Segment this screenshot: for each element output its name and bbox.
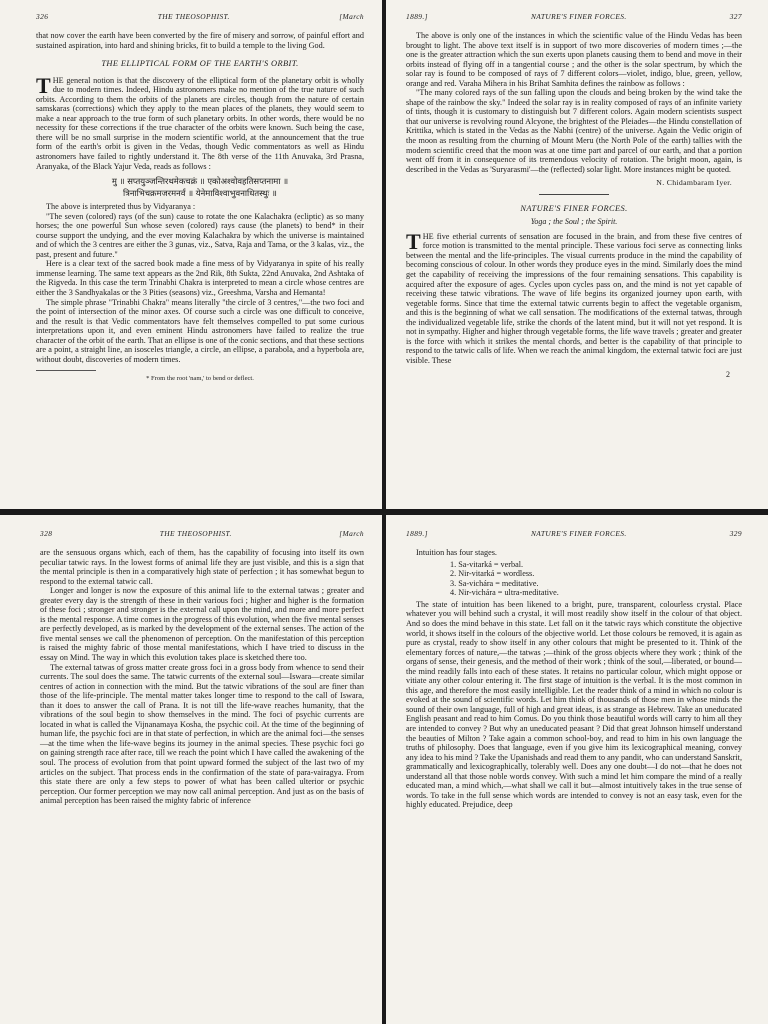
sanskrit-verse <box>36 175 364 199</box>
journal-title: NATURE'S FINER FORCES. <box>530 12 627 21</box>
paragraph: "The many colored rays of the sun falling upon the clouds and being broken by the wind take the shape of the rainbow the sky." Indeed the solar ray is in reality composed of rays of an infinite variety of tints, though it is customary to distinguish but 7 different colors. Again modern scientists suspect that our universe is revolving round Alcyone, the brightest of the Pleiades—the Hindu constellation of Krittika, which is stated in the Vedas as the Nabhi (centre) of the universe. Again the Vedic origin of the moon as resulting from the churning of Mount Meru (the North Pole of the earth) tallies with the modern scientific creed that the moon was at one time part and parcel of our earth, and that a portion went off from it in consequence of its tremendous velocity of rotation. The bright moon, again, is described in the Vedas as 'Suryarasmi'—the (reflected) solar light. More instances might be quoted. <box>406 88 742 174</box>
list-item: 4. Nir-vichára = ultra-meditative. <box>450 588 559 598</box>
paragraph: The simple phrase "Trinabhi Chakra" means literally "the circle of 3 centres,"—the two foci and the point of intersection of the minor axes. Of course such a circle was one difficult to conceive, and the result is that Vedic commentators have felt themselves compelled to put some curious interpretations upon it, and even eminent Hindu astronomers have failed to realize the true character of the orbit of the earth. That an ellipse is one of the conic sections, and that these sections are a point, a straight line, an isosceles triangle, a circle, an ellipse, a parabola, and a hyperbola are, without doubt, discoveries of modern times. <box>36 297 364 364</box>
journal-title: THE THEOSOPHIST. <box>157 12 230 21</box>
drop-cap: T <box>36 72 51 98</box>
page-329 <box>386 515 768 1024</box>
journal-title: THE THEOSOPHIST. <box>159 529 232 538</box>
running-header <box>406 529 742 538</box>
paragraph: The external tatwas of gross matter create gross foci in a gross body from whence to send their currents. The soul does the same. The tatwic currents of the external soul—Iswara—create similar centres of action in connection with the mind. But the tatwic vibrations of the soul are finer than those of the life-principle. The mental matter takes longer time to respond to the call of Iswara, than it does to answer the call of Prana. It is not till the life-wave reaches humanity, that the vibrations of the soul begin to show themselves in the mind. The foci of psychic currents are located in what is called the Vijnanamaya Kosha, the psychic coil. At the time of the beginning of human life, the psychic foci are in that state of perfection, in which are the animal foci—the senses—at the time when the life-wave begins its journey in the animal species. These psychic foci go on gaining strength race after race, till we reach the point which I have called the awakening of the soul. The process of evolution from that point upward formed the subject of the last two of my articles on the subject. That process ends in the confirmation of the state of para-vairagya. From this state there are only a few steps to power of what has been called ulterior or psychic perception. Our former perception we may now call animal perception. And just as on the basis of animal perception has been raised the mighty fabric of inference <box>40 662 364 806</box>
paragraph: The above is interpreted thus by Vidyaranya : <box>46 202 196 212</box>
month-label: [March <box>339 529 364 538</box>
paragraph <box>406 228 742 366</box>
article-title: NATURE'S FINER FORCES. <box>520 203 628 213</box>
stages-list <box>450 560 742 598</box>
verse-line: मु ॥ सप्तयुञ्जन्तिरथमेकचक्रं ॥ एकोअश्वोवहतिसप्तनामा ॥ <box>111 176 289 187</box>
running-header <box>406 12 742 21</box>
article-title: THE ELLIPTICAL FORM OF THE EARTH'S ORBIT. <box>101 59 299 69</box>
page-number: 326 <box>36 12 49 21</box>
paragraph: The above is only one of the instances in which the scientific value of the Hindu Vedas has been brought to light. The above text itself is in support of two more discoveries of modern times ;—the one is the greater attraction which the sun exerts upon planets causing them to bend and move in their orbits instead of flying off in a tangential course ; and the other is the solar spectrum, by which the solar ray is found to be composed of rays of 7 different colors—violet, indigo, blue, green, yellow, orange and red. Varaha Mihera in his Brihat Samhita defines the rainbow as follows : <box>406 31 742 88</box>
journal-title: NATURE'S FINER FORCES. <box>530 529 627 538</box>
verse-line: त्रिनाभिचक्रमजरमनर्वं ॥ येनेमाविश्वाभुवनाधितस्थुः ॥ <box>123 188 277 199</box>
list-item: 2. Nir-vitarká = wordless. <box>450 569 535 579</box>
list-item: 3. Sa-vichára = meditative. <box>450 578 539 588</box>
page-number: 327 <box>729 12 742 21</box>
page-number: 329 <box>729 529 742 538</box>
paragraph-text: HE five etherial currents of sensation are focused in the brain, and from these five centres of force motion is transmitted to the mental principle. These various foci serve as connecting links between the mental and the life-principles. The visual currents produce in the mind the capability of becoming conscious of colour. In other words they produce eyes in the mind. Similarly does the mind get the capability of receiving the impressions of the four remaining sensations. This capability is acquired after the exposure of ages. Cycles upon cycles pass on, and the mind is not yet capable of receiving these tatwic vibrations. The wave of life begins its organized journey upon earth, with vegetable forms. Since that time the external tatwic currents begin to affect the vegetable organism, and this is the beginning of what we call sensation. The modifications of the external tatwas, through the individualized vegetable life, strike the chords of the latent mind, but it will not yet respond. It is not in sympathy. Higher and higher through vegetable forms, the life wave travels ; greater and greater is the force with which it strikes the mental chords, and better is the capability of that principle to respond to the tatwic calls of life. When we reach the animal kingdom, the external tatwic foci are just visible. These <box>406 231 742 365</box>
article-subtitle: Yoga ; the Soul ; the Spirit. <box>530 217 618 227</box>
list-item: 1. Sa-vitarká = verbal. <box>450 559 524 569</box>
paragraph <box>36 72 364 171</box>
author-signature: N. Chidambaram Iyer. <box>656 178 732 188</box>
year-label: 1889.] <box>406 12 428 21</box>
year-label: 1889.] <box>406 529 428 538</box>
paragraph: "The seven (colored) rays (of the sun) cause to rotate the one Kalachakra (ecliptic) as so many horses; the one powerful Sun whose seven (colored) rays cause (the planets) to bend* in their course support the undying, and the ever moving Kalachakra by which the universe is maintained and of which the 3 centres are either the 3 gunas, viz., Satva, Raja and Tama, or the 3 kalas, viz., the past, present and future." <box>36 211 364 259</box>
paragraph: that now cover the earth have been converted by the fire of misery and sorrow, of painful effort and sustained aspiration, into hard and shining bricks, fit to build a temple to the living God. <box>36 31 364 50</box>
footnote-rule <box>36 370 96 371</box>
paragraph: are the sensuous organs which, each of them, has the capability of focusing into itself its own peculiar tatwic rays. In the lowest forms of animal life they are just visible, and this is a sign that the mental principle is then in a comparatively high state of perfection ; it has somewhat begun to respond to the external tatwic call. <box>40 548 364 586</box>
signature-mark: 2 <box>726 369 730 379</box>
paragraph: The state of intuition has been likened to a bright, pure, transparent, colourless crystal. Place whatever you will behind such a crystal, it will most readily show itself in the colour of that object. And so does the mind behave in this state. Let fall on it the tatwic rays which constitute the objective world, it shows itself in the colours of the objective world. Let those colours be removed, it is again as pure as crystal, ready to show itself in any other colours that might be presented to it. Think of the elementary forces of nature,—the tatwas ;—think of the gross objects where they work ; think of the organs of sense, their genesis, and the method of their work ; think of the soul,—liberated, or bound—the mind readily falls into each of these states. It retains no particular colour, which might oppose or vitiate any other colour entering it. The first stage of intuition is the verbal. It is the most common in this age, and therefore the most easily intelligible. Let the reader think of a mind in which no colour is evoked at the sound of scientific words. Let him think of thousands of those men in whose minds the sound of their own language, full of high and great ideas, is as strange as Hebrew. Take an uneducated English peasant and read to him Comus. Do you think those beautiful words will carry to him all they are intended to convey ? But why an uneducated peasant ? Did that great Johnson himself understand the beauties of Milton ? Take again a common school-boy, and read to him in his own language the truths of philosophy. Does that language, even if you give him its lexicographical meaning, convey any idea to his mind ? Take the Upanishads and read them to any pandit, who can understand Sanskrit, grammatically and lexicographically, tolerably well. Does any one doubt—I do not—that he does not understand all that those noble words convey. With such a mind let him compare the mind of a really educated man, a mind which,—what shall we call it but—almost intuitively takes in the true sense of words. To take in the full sense which words are intended to convey is not an easy task, even for the highly educated. Prejudice, deep <box>406 599 742 810</box>
page-326 <box>0 0 382 509</box>
section-divider <box>539 194 609 195</box>
paragraph: Here is a clear text of the sacred book made a fine mess of by Vidyaranya in spite of his really immense learning. The same text appears as the 2nd Rik, 8th Sukta, 22nd Anuvaka, 2nd Ashtaka of the Rigveda. In this case the term Trinabhi Chakra is interpreted to mean a circle whose centres are either the 3 Sandhyakalas or the 3 Pities (seasons) viz., Greeshma, Varsha and Hemanta! <box>36 259 364 298</box>
footnote: * From the root 'nam,' to bend or deflect. <box>146 375 254 383</box>
running-header <box>36 12 364 21</box>
page-number: 328 <box>40 529 53 538</box>
paragraph: Longer and longer is now the exposure of this animal life to the external tatwas ; greater and greater every day is the strength of these in their various foci ; higher and higher is the formation of these foci ; stronger and stronger is the external call upon the mind, and more and more perfect is the mental response. A time comes in the progress of this evolution, when the five mental senses are perfectly developed, as is marked by the development of the external senses. The action of the five mental senses we call the phenomenon of perception. On the manifestation of this perception is raised the mighty fabric of those mental manifestations, which I have tried to discuss in the essay on Mind. The way in which this evolution takes place is sketched there too. <box>40 586 364 663</box>
page-327 <box>386 0 768 509</box>
running-header <box>40 529 364 538</box>
drop-cap: T <box>406 228 421 254</box>
page-328 <box>0 515 382 1024</box>
month-label: [March <box>339 12 364 21</box>
paragraph: Intuition has four stages. <box>416 548 497 557</box>
paragraph-text: HE general notion is that the discovery of the elliptical form of the planetary orbit is wholly due to modern times. Indeed, Hindu astronomers make no mention of the true nature of such orbits. According to them the orbits of the planets are circles, though from the nature of certain samskaras (corrections) which they apply to the mean places of the planets, they would seem to make a near approach to the true form of such planetary orbits. In other words, there would be no necessity for these corrections if the true character of the orbits were known. Such being the case, there will be no small surprise in the modern scientific world, at the announcement that the true form of the earth's orbit is given in the Vedas, though Vedic commentators as well as Hindu astronomers have failed to rightly understand it. The 8th verse of the 11th Anuvaka, 3rd Prasna, Aranyaka, of the Black Yajur Veda, reads as follows : <box>36 75 364 171</box>
